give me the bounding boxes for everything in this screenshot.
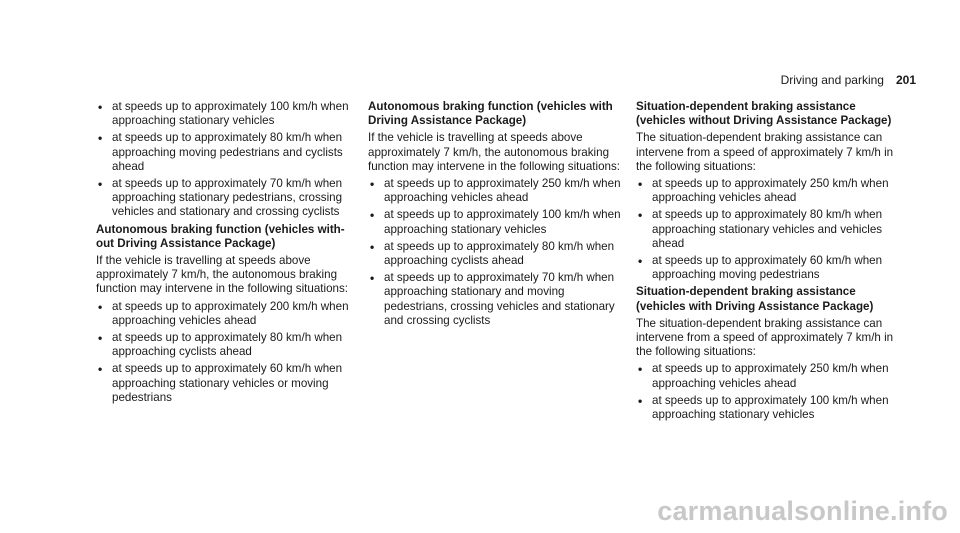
list-item-text: at speeds up to approximately 60 km/h when approaching stationary vehicles or moving pedestrians [112, 362, 343, 404]
list-item [96, 362, 358, 405]
section-heading: Situation-dependent braking assistance (vehicles with Driving Assistance Package) [636, 285, 874, 313]
section-title: Driving and parking [780, 73, 884, 87]
list-item-text: at speeds up to approximately 60 km/h when approaching moving pedestrians [652, 254, 883, 282]
list-item [368, 208, 630, 236]
list-item-text: at speeds up to approximately 80 km/h when approaching stationary vehicles and vehicles ahead [652, 208, 883, 250]
page-header [781, 73, 916, 87]
list-item [96, 131, 358, 174]
bullet-icon: • [638, 393, 643, 408]
list-item-text: at speeds up to approximately 200 km/h when approaching vehicles ahead [112, 299, 349, 327]
bullet-icon: • [638, 362, 643, 377]
paragraph: The situation-dependent braking assistance can intervene from a speed of approximately 7 km/h in the following situations: [636, 316, 894, 359]
watermark: carmanualsonline.info [657, 496, 948, 526]
section-heading: Autonomous braking function (vehicles with Driving Assistance Package) [368, 100, 613, 128]
section-heading: Situation-dependent braking assistance (vehicles without Driving Assistance Package) [636, 100, 892, 128]
paragraph: The situation-dependent braking assistance can intervene from a speed of approximately 7 km/h in the following situations: [636, 131, 894, 173]
bullet-list [368, 177, 630, 328]
list-item [96, 331, 358, 359]
bullet-list [96, 100, 358, 220]
list-item [96, 300, 358, 328]
bullet-icon: • [638, 177, 643, 192]
bullet-icon: • [638, 208, 643, 223]
bullet-icon: • [370, 177, 375, 192]
bullet-icon: • [370, 208, 375, 223]
list-item-text: at speeds up to approximately 80 km/h when approaching cyclists ahead [384, 239, 615, 268]
list-item-text: at speeds up to approximately 250 km/h when approaching vehicles ahead [652, 177, 889, 205]
bullet-icon: • [638, 254, 643, 269]
list-item [636, 177, 906, 205]
column-3 [636, 100, 906, 425]
list-item-text: at speeds up to approximately 70 km/h when approaching stationary pedestrians, crossing vehicles and stationary and crossing cyclists [112, 177, 343, 219]
bullet-icon: • [98, 100, 103, 114]
bullet-icon: • [370, 239, 375, 254]
list-item [636, 394, 906, 422]
bullet-icon: • [98, 299, 103, 314]
list-item-text: at speeds up to approximately 250 km/h when approaching vehicles ahead [652, 362, 889, 390]
list-item [636, 208, 906, 251]
section-heading: Autonomous braking function (vehicles without Driving Assistance Package) [96, 222, 345, 250]
bullet-list [636, 362, 906, 422]
bullet-icon: • [98, 331, 103, 346]
bullet-list [636, 177, 906, 282]
list-item-text: at speeds up to approximately 80 km/h when approaching cyclists ahead [112, 331, 343, 359]
column-1 [96, 100, 358, 408]
bullet-list [96, 300, 358, 405]
list-item [636, 362, 906, 390]
list-item [368, 177, 630, 205]
list-item [368, 271, 630, 328]
list-item-text: at speeds up to approximately 70 km/h when approaching stationary and moving pedestrians, crossing vehicles and stationary and crossing cyclists [384, 271, 615, 327]
column-2 [368, 100, 630, 331]
list-item-text: at speeds up to approximately 80 km/h when approaching moving pedestrians and cyclists ahead [112, 131, 343, 173]
bullet-icon: • [98, 177, 103, 192]
page-number: 201 [895, 73, 916, 87]
list-item-text: at speeds up to approximately 100 km/h when approaching stationary vehicles [112, 100, 349, 128]
list-item [636, 254, 906, 282]
list-item-text: at speeds up to approximately 100 km/h when approaching stationary vehicles [652, 393, 889, 422]
list-item [368, 240, 630, 268]
list-item [96, 177, 358, 220]
list-item-text: at speeds up to approximately 100 km/h when approaching stationary vehicles [384, 208, 621, 236]
bullet-icon: • [98, 362, 103, 377]
list-item-text: at speeds up to approximately 250 km/h when approaching vehicles ahead [384, 177, 621, 205]
list-item [96, 100, 358, 128]
paragraph: If the vehicle is travelling at speeds above approximately 7 km/h, the autonomous braking function may intervene in the following situations: [368, 131, 620, 173]
bullet-icon: • [370, 271, 375, 286]
paragraph: If the vehicle is travelling at speeds above approximately 7 km/h, the autonomous braking function may intervene in the following situations: [96, 254, 348, 296]
bullet-icon: • [98, 131, 103, 146]
